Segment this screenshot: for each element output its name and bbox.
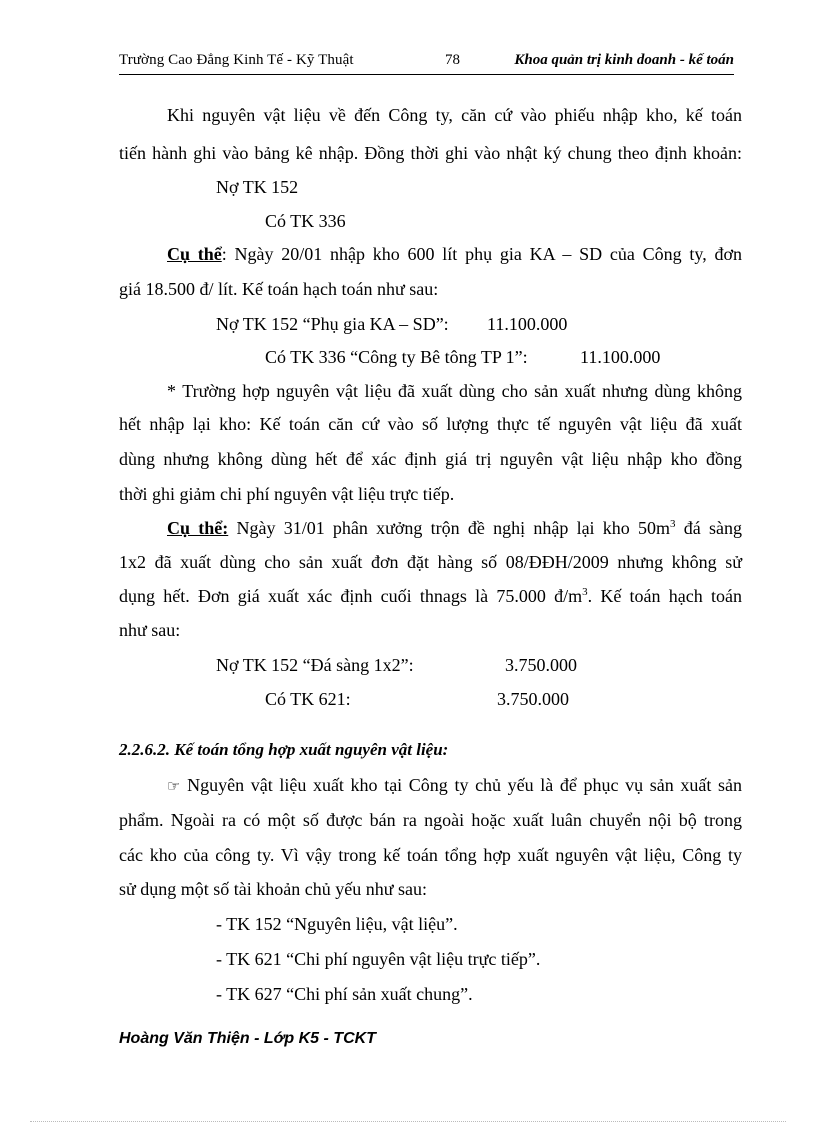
header-page-number: 78 [445, 52, 460, 68]
paragraph-line: dùng nhưng không dùng hết để xác định giá trị nguyên vật liệu nhập kho đồng [119, 449, 742, 469]
header-faculty: Khoa quản trị kinh doanh - kế toán [514, 52, 734, 68]
pointing-hand-icon: ☞ [167, 777, 181, 795]
example-line [119, 585, 742, 607]
header-school: Trường Cao Đẳng Kinh Tế - Kỹ Thuật [119, 52, 354, 68]
journal-entry-debit: Nợ TK 152 “Phụ gia KA – SD”: [216, 314, 449, 334]
journal-entry-credit: Có TK 336 [265, 211, 346, 231]
paragraph-text: Nguyên vật liệu xuất kho tại Công ty chủ yếu là để phục vụ sản xuất sản [187, 775, 743, 795]
paragraph-line: * Trường hợp nguyên vật liệu đã xuất dùng cho sản xuất nhưng dùng không [167, 381, 742, 401]
paragraph-line: hết nhập lại kho: Kế toán căn cứ vào số lượng thực tế nguyên vật liệu đã xuất [119, 414, 742, 434]
journal-entry-debit: Nợ TK 152 “Đá sàng 1x2”: [216, 655, 414, 675]
paragraph-line: phẩm. Ngoài ra có một số được bán ra ngoài hoặc xuất luân chuyển nội bộ trong [119, 810, 742, 830]
superscript: 3 [582, 586, 588, 598]
example-text: dụng hết. Đơn giá xuất xác định cuối thnags là 75.000 đ/m [119, 586, 583, 606]
account-list-item: - TK 627 “Chi phí sản xuất chung”. [216, 984, 473, 1004]
paragraph-line: Khi nguyên vật liệu về đến Công ty, căn cứ vào phiếu nhập kho, kế toán [167, 105, 742, 125]
account-list-item: - TK 152 “Nguyên liệu, vật liệu”. [216, 914, 458, 934]
page-header [119, 50, 734, 75]
example-text: Ngày 31/01 phân xưởng trộn đề nghị nhập lại kho 50m [228, 518, 671, 538]
paragraph-line: các kho của công ty. Vì vậy trong kế toán tổng hợp xuất nguyên vật liệu, Công ty [119, 845, 742, 865]
journal-entry-amount: 3.750.000 [505, 655, 577, 675]
example-line: giá 18.500 đ/ lít. Kế toán hạch toán như sau: [119, 279, 439, 299]
journal-entry-amount: 11.100.000 [487, 314, 568, 334]
paragraph-line: sử dụng một số tài khoản chủ yếu như sau: [119, 879, 427, 899]
example-text: : Ngày 20/01 nhập kho 600 lít phụ gia KA – SD của Công ty, đơn [221, 244, 742, 264]
example-line: 1x2 đã xuất dùng cho sản xuất đơn đặt hàng số 08/ĐĐH/2009 nhưng không sử [119, 552, 742, 572]
bottom-divider [30, 1121, 786, 1122]
journal-entry-amount: 11.100.000 [580, 347, 661, 367]
paragraph-line: tiến hành ghi vào bảng kê nhập. Đồng thời ghi vào nhật ký chung theo định khoản: [119, 143, 742, 163]
example-text: . Kế toán hạch toán [587, 586, 742, 606]
example-line: như sau: [119, 620, 181, 640]
journal-entry-credit: Có TK 621: [265, 689, 351, 709]
journal-entry-amount: 3.750.000 [497, 689, 569, 709]
section-heading: 2.2.6.2. Kế toán tổng hợp xuất nguyên vật liệu: [119, 740, 449, 759]
example-line [119, 243, 742, 265]
example-line [119, 517, 742, 539]
account-list-item: - TK 621 “Chi phí nguyên vật liệu trực tiếp”. [216, 949, 541, 969]
journal-entry-debit: Nợ TK 152 [216, 177, 299, 197]
paragraph-line: thời ghi giảm chi phí nguyên vật liệu trực tiếp. [119, 484, 455, 504]
superscript: 3 [670, 518, 676, 530]
example-text: đá sàng [675, 518, 742, 538]
page-footer: Hoàng Văn Thiện - Lớp K5 - TCKT [119, 1030, 376, 1047]
example-label: Cụ thể: [167, 518, 229, 538]
example-label: Cụ thể [167, 244, 222, 264]
journal-entry-credit: Có TK 336 “Công ty Bê tông TP 1”: [265, 347, 528, 367]
paragraph-line [119, 774, 742, 797]
